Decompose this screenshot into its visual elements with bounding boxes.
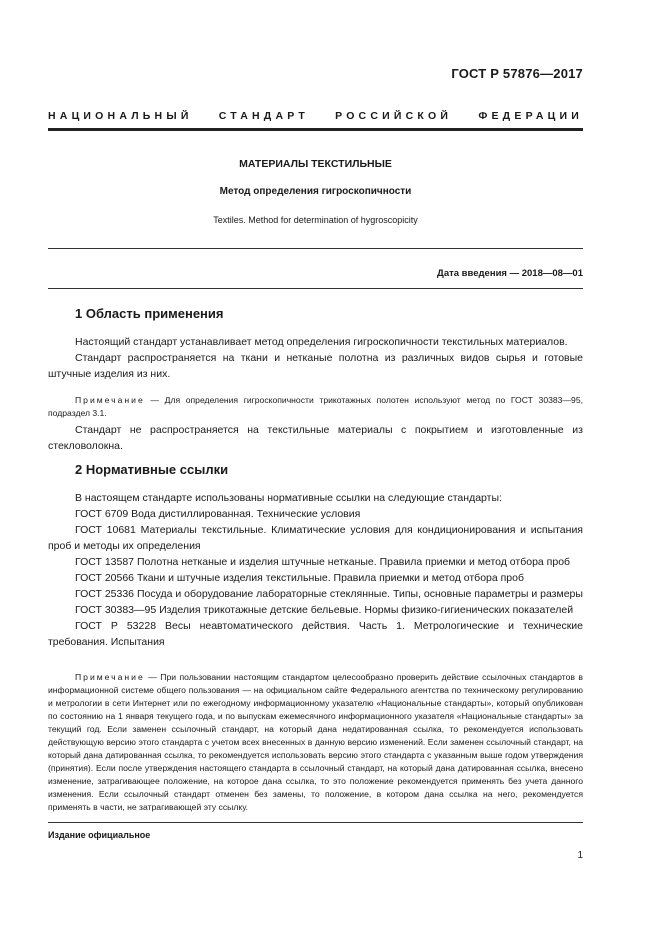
section-2-note — [48, 671, 583, 814]
paragraph: Настоящий стандарт устанавливает метод определения гигроскопичности текстильных материалов. — [75, 336, 568, 348]
section-1-heading: 1 Область применения — [75, 306, 224, 321]
reference-item: ГОСТ 30383—95 Изделия трикотажные детские бельевые. Нормы физико-гигиенических показателей — [75, 604, 574, 616]
document-number: ГОСТ Р 57876—2017 — [451, 66, 583, 81]
reference-item: ГОСТ 10681 Материалы текстильные. Климатические условия для кондиционирования и испытания проб и методы их определения — [48, 524, 583, 552]
section-1-note — [48, 394, 583, 420]
section-1-body — [48, 334, 583, 382]
paragraph: В настоящем стандарте использованы нормативные ссылки на следующие стандарты: — [75, 492, 502, 504]
note-text: — При пользовании настоящим стандартом целесообразно проверить действие ссылочных стандартов в информационной системе общего пользования — на официальном сайте Федерального агентства по техническому регулированию и метрологии в сети Интернет или по ежегодному информационному указателю «Национальные стандарты», который опубликован по состоянию на 1 января текущего года, и по выпускам ежемесячного информационного указателя «Национальные стандарты» за текущий год. Если заменен ссылочный стандарт, на который дана недатированная ссылка, то рекомендуется использовать действующую версию этого стандарта с учетом всех внесенных в данную версию изменений. Если заменен ссылочный стандарт, на который дана датированная ссылка, то рекомендуется использовать версию этого стандарта с указанным выше годом утверждения (принятия). Если после утверждения настоящего стандарта в ссылочный стандарт, на который дана датированная ссылка, внесено изменение, затрагивающее положение, на которое дана ссылка, то это положение рекомендуется применять без учета данного изменения. Если ссылочный стандарт отменен без замены, то положение, в котором дана ссылка на него, рекомендуется применять в части, не затрагивающей эту ссылку. — [48, 672, 583, 812]
note-label: Примечание — [75, 672, 145, 682]
paragraph: Стандарт распространяется на ткани и нетканые полотна из различных видов сырья и готовые штучные изделия из них. — [48, 352, 583, 380]
reference-item: ГОСТ Р 53228 Весы неавтоматического действия. Часть 1. Метрологические и технические требования. Испытания — [48, 620, 583, 648]
section-2-heading: 2 Нормативные ссылки — [75, 462, 229, 477]
section-2-body — [48, 490, 583, 650]
standard-subtitle: Метод определения гигроскопичности — [219, 186, 412, 197]
introduction-date: Дата введения — 2018—08—01 — [437, 268, 583, 279]
date-rule — [48, 288, 583, 289]
header-rule — [48, 128, 583, 131]
reference-item: ГОСТ 25336 Посуда и оборудование лабораторные стеклянные. Типы, основные параметры и размеры — [75, 588, 583, 600]
reference-item: ГОСТ 20566 Ткани и штучные изделия текстильные. Правила приемки и метод отбора проб — [75, 572, 525, 584]
note-text: — Для определения гигроскопичности трикотажных полотен используют метод по ГОСТ 30383—95, подраздел 3.1. — [48, 395, 583, 418]
english-title: Textiles. Method for determination of hygroscopicity — [213, 215, 418, 225]
reference-item: ГОСТ 13587 Полотна нетканые и изделия штучные нетканые. Правила приемки и метод отбора проб — [75, 556, 571, 568]
standard-title: МАТЕРИАЛЫ ТЕКСТИЛЬНЫЕ — [239, 158, 392, 170]
section-1-body-2 — [48, 422, 583, 454]
national-standard-heading: НАЦИОНАЛЬНЫЙ СТАНДАРТ РОССИЙСКОЙ ФЕДЕРАЦИИ — [48, 110, 583, 122]
official-edition-label: Издание официальное — [48, 830, 151, 840]
footer-rule — [48, 822, 583, 823]
title-rule — [48, 248, 583, 249]
reference-item: ГОСТ 6709 Вода дистиллированная. Технические условия — [75, 508, 361, 520]
page-number: 1 — [577, 850, 583, 861]
paragraph: Стандарт не распространяется на текстильные материалы с покрытием и изготовленные из стекловолокна. — [48, 424, 583, 452]
note-label: Примечание — [75, 395, 145, 405]
